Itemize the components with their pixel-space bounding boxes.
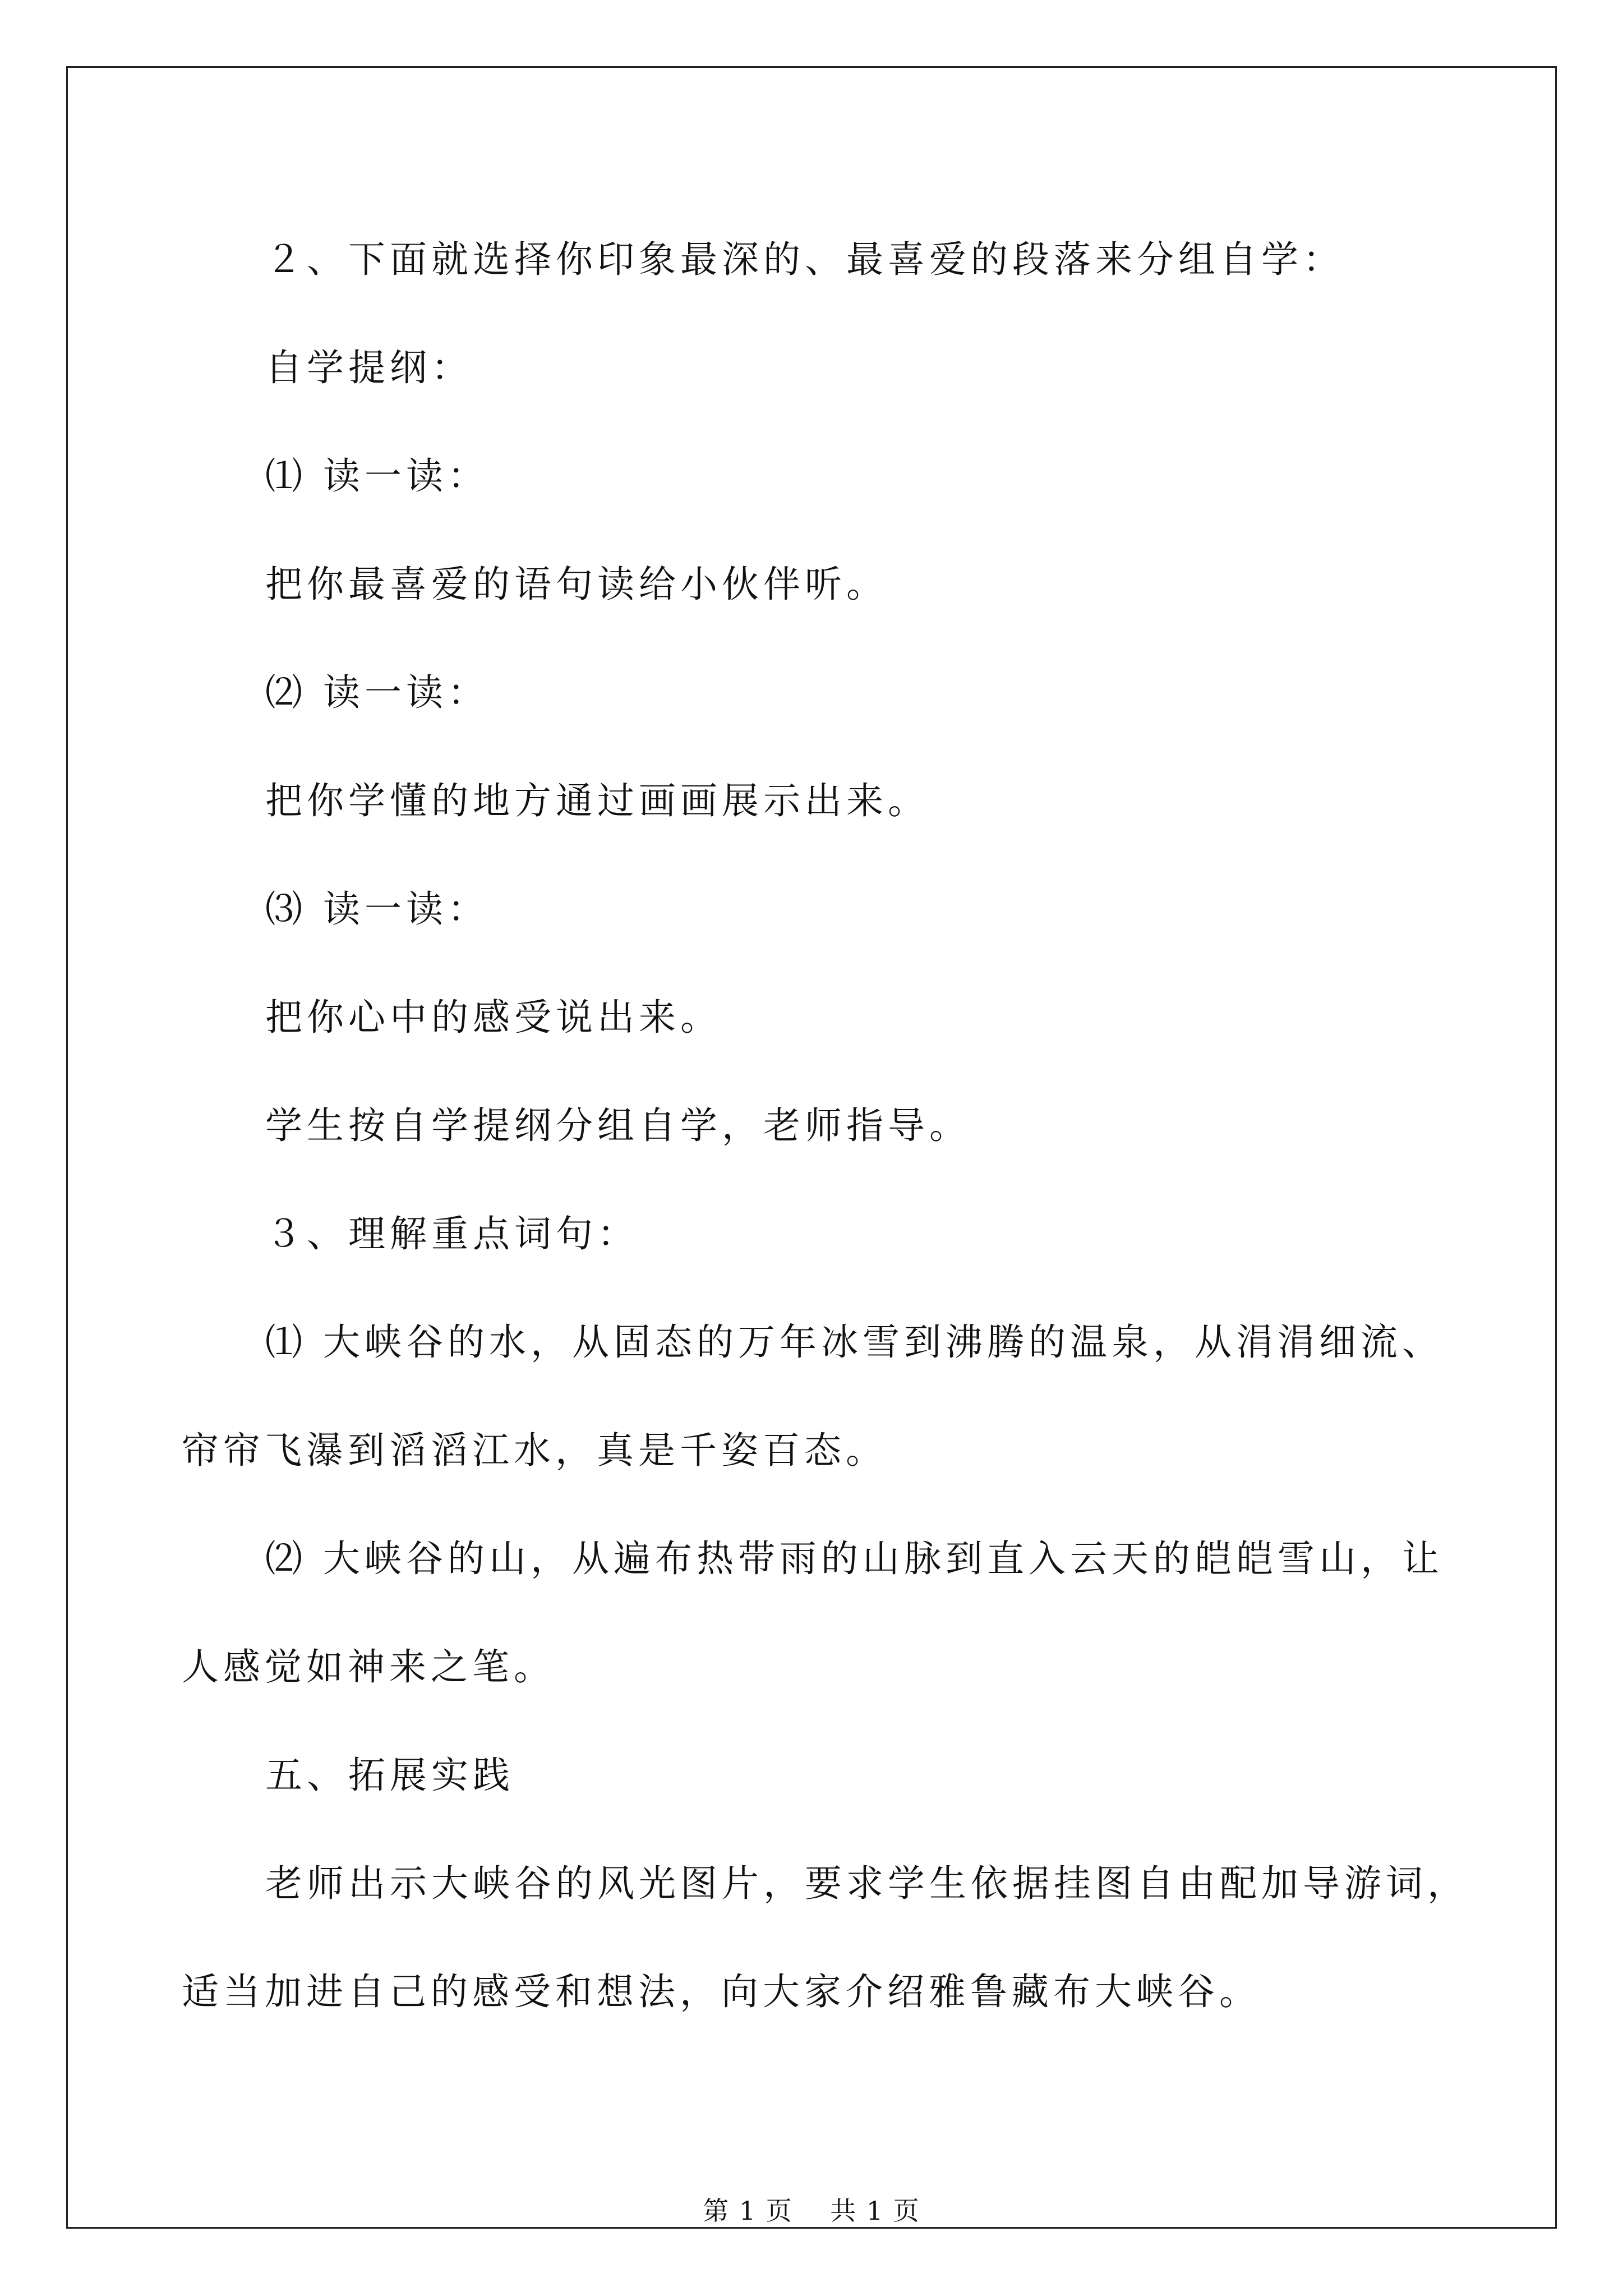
outline-item-1-text: 把你最喜爱的语句读给小伙伴听。 bbox=[265, 563, 888, 606]
outline-item-2-text: 把你学懂的地方通过画画展示出来。 bbox=[265, 779, 929, 822]
practice-paragraph-line-1: 老师出示大峡谷的风光图片，要求学生依据挂图自由配加导游词， bbox=[265, 1862, 1469, 1905]
outline-item-1: ⑴ 读一读： bbox=[265, 454, 489, 498]
heading-step-2: ２、下面就选择你印象最深的、最喜爱的段落来分组自学： bbox=[265, 238, 1344, 281]
key-sentence-1-line-1: ⑴ 大峡谷的水，从固态的万年冰雪到沸腾的温泉，从涓涓细流、 bbox=[265, 1320, 1444, 1364]
key-sentence-2-line-2: 人感觉如神来之笔。 bbox=[182, 1645, 555, 1688]
outline-item-2: ⑵ 读一读： bbox=[265, 671, 489, 714]
page-number-footer: 第 1 页 共 1 页 bbox=[703, 2196, 920, 2226]
key-sentence-2-line-1: ⑵ 大峡谷的山，从遍布热带雨的山脉到直入云天的皑皑雪山，让 bbox=[265, 1537, 1444, 1580]
heading-section-5: 五、拓展实践 bbox=[265, 1754, 514, 1797]
page-frame bbox=[66, 66, 1557, 2229]
outline-item-3: ⑶ 读一读： bbox=[265, 887, 489, 931]
key-sentence-1-line-2: 帘帘飞瀑到滔滔江水，真是千姿百态。 bbox=[182, 1429, 887, 1472]
heading-step-3: ３、理解重点词句： bbox=[265, 1212, 639, 1255]
outline-title: 自学提纲： bbox=[265, 346, 473, 389]
document-body bbox=[68, 68, 1555, 2227]
practice-paragraph-line-2: 适当加进自己的感受和想法，向大家介绍雅鲁藏布大峡谷。 bbox=[182, 1970, 1261, 2013]
outline-item-3-text: 把你心中的感受说出来。 bbox=[265, 996, 722, 1039]
paragraph-guidance: 学生按自学提纲分组自学，老师指导。 bbox=[265, 1104, 971, 1147]
